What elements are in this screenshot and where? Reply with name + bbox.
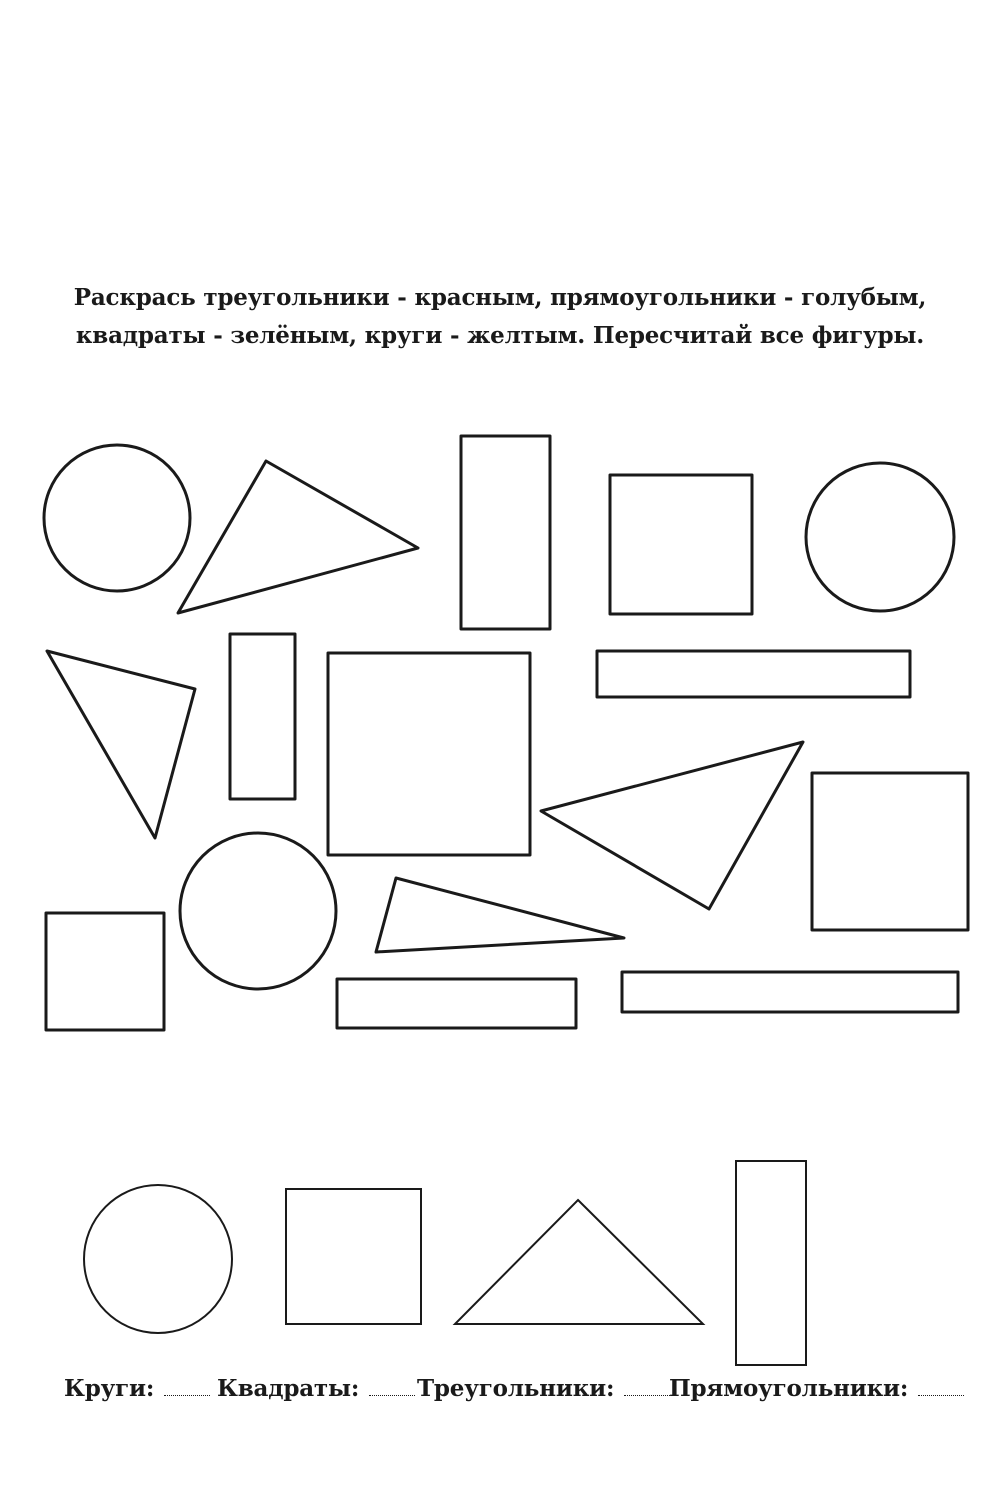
- count-triangles-label: Треугольники:: [417, 1375, 615, 1402]
- count-rectangles-blank[interactable]: [918, 1393, 964, 1396]
- shape-rectangle[interactable]: [337, 979, 576, 1028]
- shape-square[interactable]: [812, 773, 968, 930]
- shape-circle[interactable]: [44, 445, 190, 591]
- count-circles-blank[interactable]: [164, 1393, 210, 1396]
- shape-square[interactable]: [328, 653, 530, 855]
- legend-rectangle-shape: [736, 1161, 806, 1365]
- shape-circle[interactable]: [806, 463, 954, 611]
- shape-count-row: [0, 1375, 1000, 1415]
- count-triangles-blank[interactable]: [624, 1393, 670, 1396]
- count-circles-label: Круги:: [64, 1375, 155, 1402]
- shape-rectangle[interactable]: [622, 972, 958, 1012]
- count-triangles: [417, 1375, 670, 1402]
- shape-circle[interactable]: [180, 833, 336, 989]
- shape-triangle[interactable]: [541, 742, 803, 909]
- legend-circle-shape: [84, 1185, 232, 1333]
- count-circles: [64, 1375, 210, 1402]
- shape-rectangle[interactable]: [597, 651, 910, 697]
- shape-square[interactable]: [46, 913, 164, 1030]
- shape-rectangle[interactable]: [230, 634, 295, 799]
- count-squares-label: Квадраты:: [217, 1375, 360, 1402]
- shape-triangle[interactable]: [178, 461, 418, 613]
- count-squares: [217, 1375, 415, 1402]
- shape-square[interactable]: [610, 475, 752, 614]
- count-squares-blank[interactable]: [369, 1393, 415, 1396]
- shape-rectangle[interactable]: [461, 436, 550, 629]
- instructions-line-1: Раскрась треугольники - красным, прямоугольники - голубым,: [73, 284, 927, 311]
- instructions-line-2: квадраты - зелёным, круги - желтым. Пересчитай все фигуры.: [75, 322, 925, 349]
- legend-square-shape: [286, 1189, 421, 1324]
- shape-triangle[interactable]: [376, 878, 624, 952]
- count-rectangles-label: Прямоугольники:: [669, 1375, 909, 1402]
- shape-triangle[interactable]: [47, 651, 195, 838]
- count-rectangles: [669, 1375, 964, 1402]
- legend-triangle-shape: [455, 1200, 703, 1324]
